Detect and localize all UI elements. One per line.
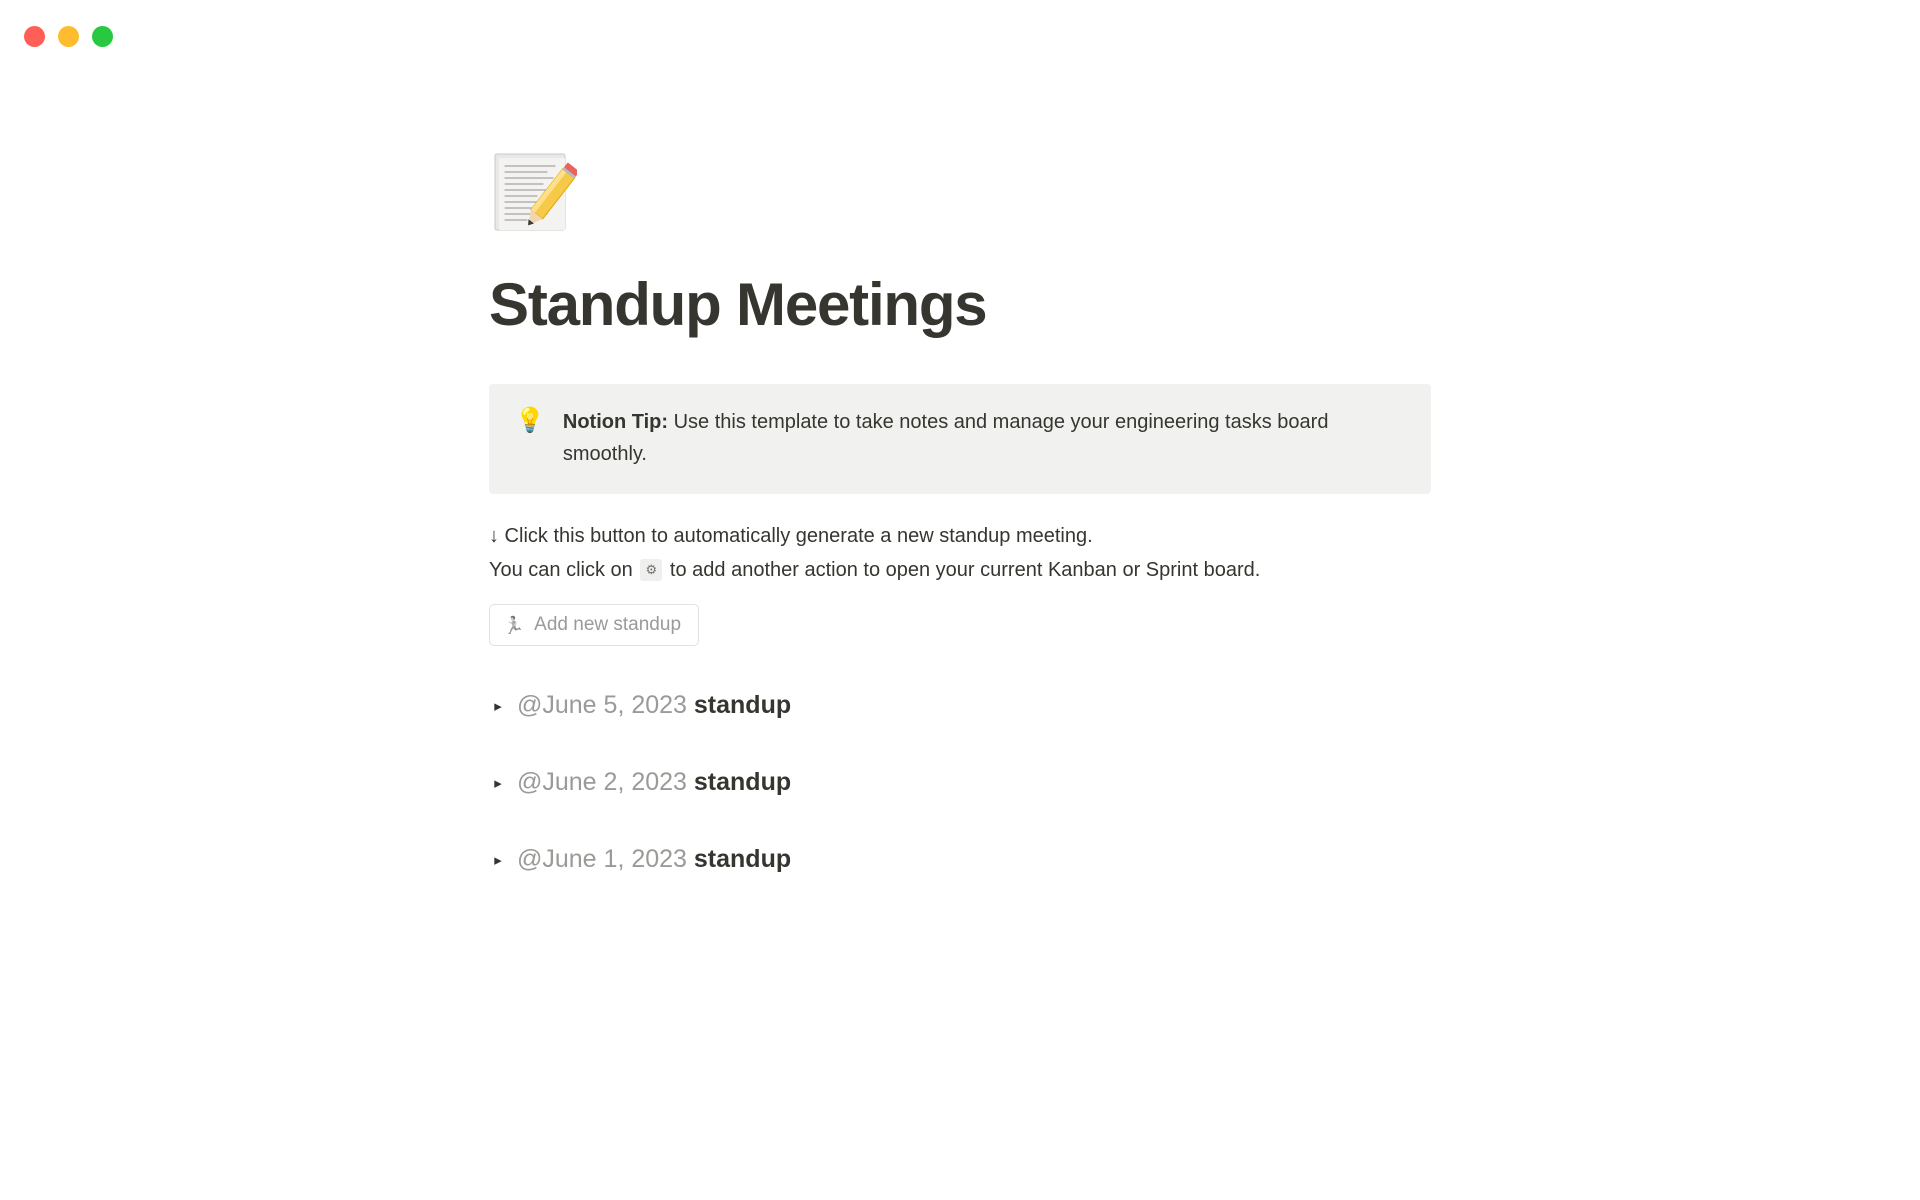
list-item[interactable]: [489, 688, 1431, 724]
callout-body: Use this template to take notes and manage your engineering tasks board smoothly.: [562, 411, 1329, 465]
toggle-label: standup: [686, 691, 792, 719]
instruction-line-2-before: You can click on: [489, 559, 639, 581]
notion-tip-callout: [489, 384, 1431, 494]
add-new-standup-button[interactable]: [489, 604, 699, 646]
standup-toggle-list: [489, 688, 1431, 878]
instruction-line-1: ↓ Click this button to automatically generate a new standup meeting.: [489, 525, 1093, 547]
instruction-line-2-after: to add another action to open your current Kanban or Sprint board.: [664, 559, 1261, 581]
add-new-standup-label: Add new standup: [534, 614, 682, 635]
memo-icon[interactable]: [489, 148, 577, 236]
date-mention[interactable]: @June 2, 2023: [517, 768, 687, 796]
maximize-window-button[interactable]: [92, 26, 113, 47]
page-canvas: [0, 74, 1920, 1200]
close-window-button[interactable]: [24, 26, 45, 47]
toggle-title: [517, 688, 791, 722]
toggle-title: [517, 842, 791, 876]
date-mention[interactable]: @June 5, 2023: [517, 691, 687, 719]
date-mention[interactable]: @June 1, 2023: [517, 845, 687, 873]
list-item[interactable]: [489, 842, 1431, 878]
runner-icon: 🏃: [503, 615, 525, 635]
list-item[interactable]: [489, 765, 1431, 801]
instruction-line-2: [489, 554, 1431, 586]
chevron-right-icon[interactable]: ▸: [494, 698, 502, 715]
chevron-right-icon[interactable]: ▸: [494, 852, 502, 869]
window-titlebar: [0, 0, 1920, 74]
callout-text: [563, 406, 1405, 470]
lightbulb-icon: 💡: [515, 407, 545, 434]
minimize-window-button[interactable]: [58, 26, 79, 47]
chevron-right-icon[interactable]: ▸: [494, 775, 502, 792]
toggle-label: standup: [686, 845, 792, 873]
page-content: [489, 148, 1431, 919]
page-title: Standup Meetings: [489, 271, 987, 338]
gear-icon[interactable]: ⚙: [640, 559, 662, 581]
window-controls: [24, 26, 113, 47]
toggle-label: standup: [686, 768, 792, 796]
toggle-title: [517, 765, 791, 799]
callout-lead: Notion Tip:: [562, 411, 669, 433]
